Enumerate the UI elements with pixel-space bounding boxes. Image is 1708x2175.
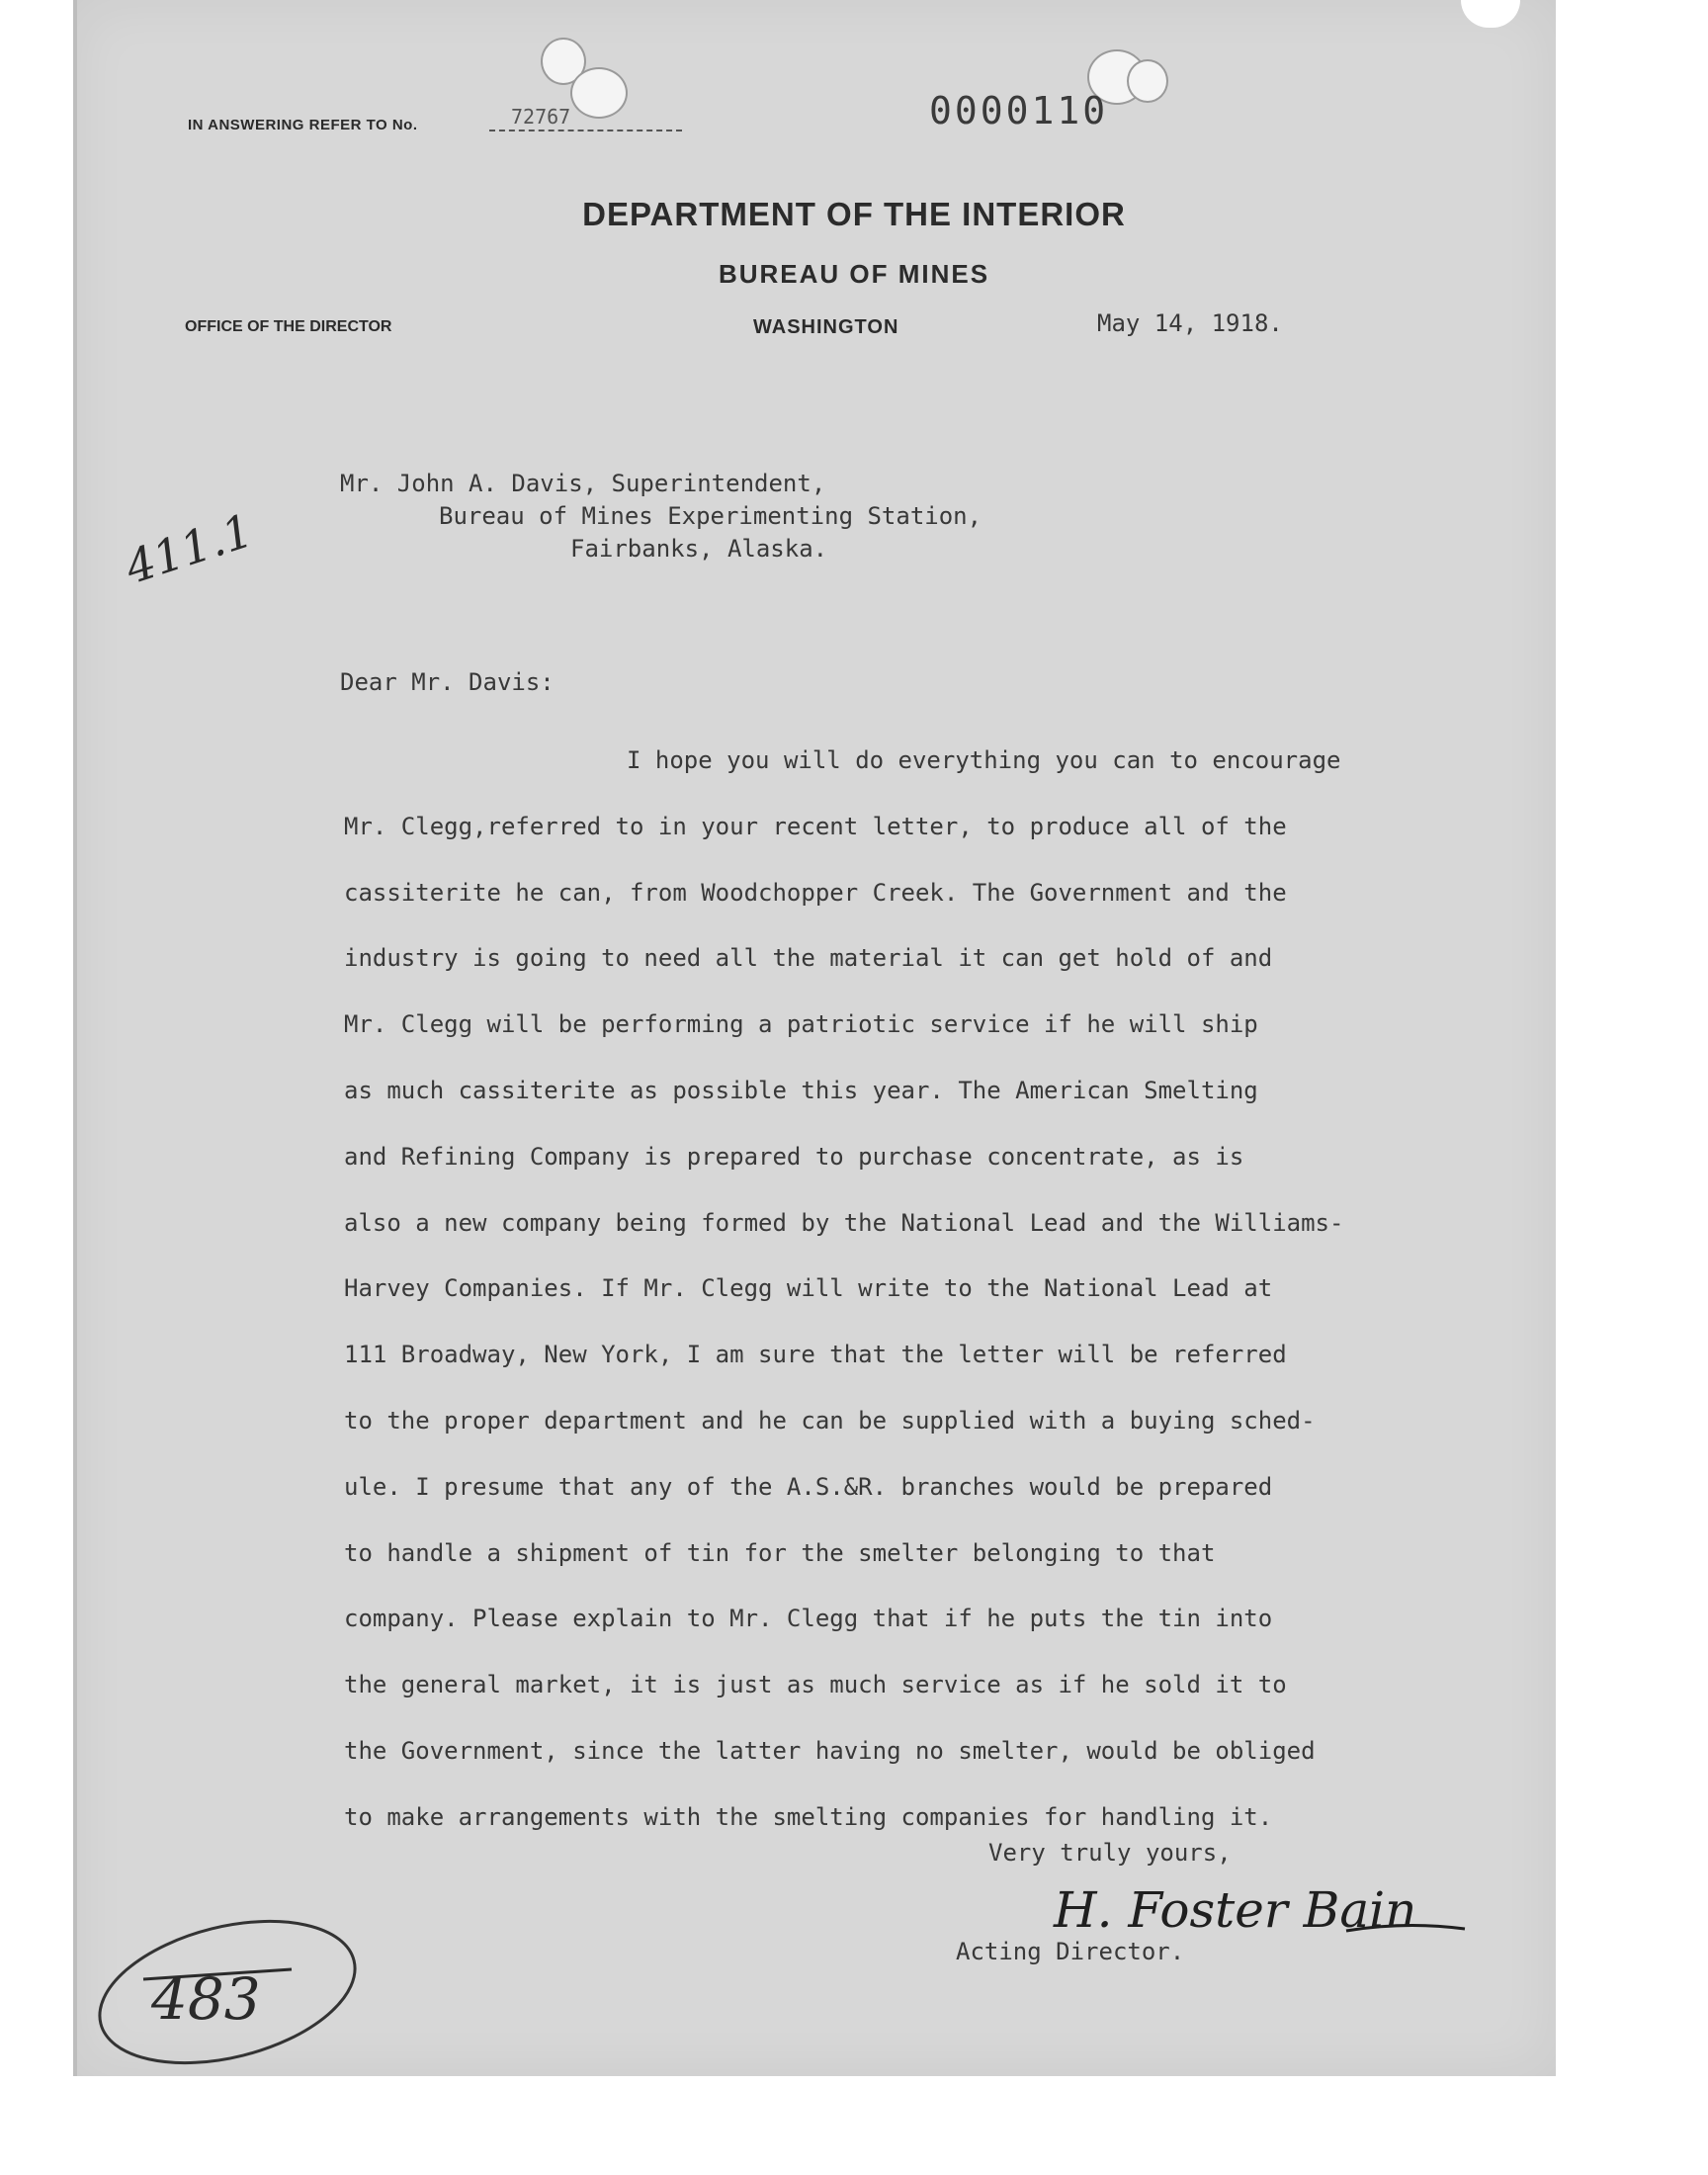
body-line: ule. I presume that any of the A.S.&R. branches would be prepared xyxy=(344,1472,1273,1501)
sheet-edge xyxy=(73,0,77,2076)
stamp-number: 0000110 xyxy=(929,89,1109,132)
letter-date: May 14, 1918. xyxy=(1097,309,1283,337)
letter-body xyxy=(344,728,1510,1851)
refer-number: 72767 xyxy=(511,105,571,129)
signer-title: Acting Director. xyxy=(956,1938,1185,1965)
address-line-1: Mr. John A. Davis, Superintendent, xyxy=(340,470,826,497)
address-line-3: Fairbanks, Alaska. xyxy=(570,535,828,563)
city-label: WASHINGTON xyxy=(753,316,899,338)
recipient-address xyxy=(340,468,982,566)
circled-note-handwritten xyxy=(84,1908,371,2076)
body-line: as much cassiterite as possible this year. The American Smelting xyxy=(344,1076,1258,1104)
address-line-2: Bureau of Mines Experimenting Station, xyxy=(439,502,982,530)
body-line: and Refining Company is prepared to purchase concentrate, as is xyxy=(344,1142,1244,1171)
margin-note-text: 411.1 xyxy=(119,503,260,595)
body-line: industry is going to need all the material it can get hold of and xyxy=(344,944,1273,973)
bureau-heading: BUREAU OF MINES xyxy=(718,259,990,289)
body-line: the Government, since the latter having no smelter, would be obliged xyxy=(344,1736,1316,1765)
department-heading: DEPARTMENT OF THE INTERIOR xyxy=(582,196,1126,232)
body-line: to handle a shipment of tin for the smelter belonging to that xyxy=(344,1538,1216,1567)
signature-text: H. Foster Bain xyxy=(1054,1881,1417,1939)
body-line: 111 Broadway, New York, I am sure that the letter will be referred xyxy=(344,1341,1287,1369)
margin-note-handwritten xyxy=(117,499,260,608)
body-line: Harvey Companies. If Mr. Clegg will write to the National Lead at xyxy=(344,1274,1273,1303)
closing: Very truly yours, xyxy=(988,1839,1232,1867)
body-line: Mr. Clegg,referred to in your recent letter, to produce all of the xyxy=(344,812,1287,840)
body-line: cassiterite he can, from Woodchopper Creek. The Government and the xyxy=(344,878,1287,907)
body-line: to make arrangements with the smelting companies for handling it. xyxy=(344,1802,1273,1831)
salutation: Dear Mr. Davis: xyxy=(340,668,555,696)
refer-underline xyxy=(489,130,682,131)
body-line: to the proper department and he can be supplied with a buying sched- xyxy=(344,1406,1316,1435)
body-line: also a new company being formed by the National Lead and the Williams- xyxy=(344,1208,1344,1237)
punch-hole-left-2 xyxy=(570,67,628,119)
body-line: Mr. Clegg will be performing a patriotic service if he will ship xyxy=(344,1010,1258,1039)
body-line: company. Please explain to Mr. Clegg that if he puts the tin into xyxy=(344,1605,1273,1633)
office-label: OFFICE OF THE DIRECTOR xyxy=(185,318,392,335)
punch-hole-right-2 xyxy=(1127,59,1168,103)
circled-note-text: 483 xyxy=(151,1965,261,2033)
body-line: the general market, it is just as much service as if he sold it to xyxy=(344,1671,1287,1699)
refer-label: IN ANSWERING REFER TO No. xyxy=(188,117,418,133)
body-line: I hope you will do everything you can to encourage xyxy=(627,746,1341,774)
